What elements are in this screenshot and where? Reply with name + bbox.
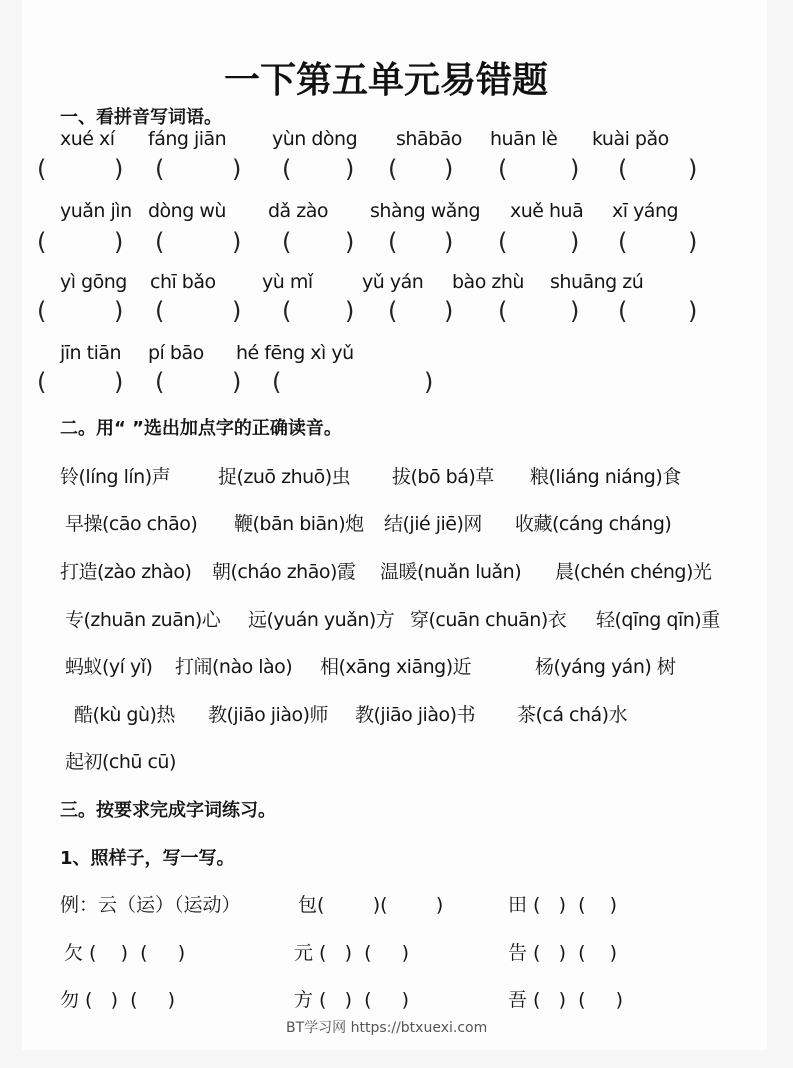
pinyin-prompt: kuài pǎo bbox=[592, 128, 669, 150]
word-exercise-item[interactable]: 例：云（运）（运动） bbox=[60, 894, 241, 916]
answer-blank[interactable] bbox=[167, 297, 230, 327]
pinyin-prompt: dòng wù bbox=[148, 200, 226, 222]
answer-blank[interactable] bbox=[510, 155, 568, 185]
answer-blank-close: ) bbox=[114, 155, 124, 183]
pinyin-prompt: shābāo bbox=[396, 128, 462, 150]
answer-blank-close: ) bbox=[232, 297, 242, 325]
word-exercise-item[interactable]: 欠 ( ) ( ) bbox=[64, 942, 186, 964]
answer-blank-close: ) bbox=[114, 228, 124, 256]
reading-choice-item[interactable]: 教(jiāo jiào)书 bbox=[355, 704, 476, 726]
reading-choice-item[interactable]: 酷(kù gù)热 bbox=[74, 704, 175, 726]
reading-choice-item[interactable]: 专(zhuān zuān)心 bbox=[65, 609, 221, 631]
reading-choice-item[interactable]: 茶(cá chá)水 bbox=[517, 704, 628, 726]
answer-blank-open: ( bbox=[618, 297, 628, 325]
reading-choice-item[interactable]: 鞭(bān biān)炮 bbox=[234, 513, 364, 535]
watermark: BT学习网 https://btxuexi.com bbox=[286, 1020, 488, 1036]
reading-choice-item[interactable]: 收藏(cáng cháng) bbox=[515, 513, 672, 535]
answer-blank-close: ) bbox=[232, 228, 242, 256]
answer-blank-open: ( bbox=[155, 228, 165, 256]
answer-blank-close: ) bbox=[570, 297, 580, 325]
pinyin-prompt: huān lè bbox=[490, 128, 558, 150]
answer-blank-open: ( bbox=[618, 228, 628, 256]
answer-blank-close: ) bbox=[688, 155, 698, 183]
word-exercise-item[interactable]: 方 ( ) ( ) bbox=[294, 989, 410, 1011]
answer-blank[interactable] bbox=[510, 297, 568, 327]
section1-heading: 一、看拼音写词语。 bbox=[60, 107, 222, 128]
reading-choice-item[interactable]: 粮(liáng niáng)食 bbox=[530, 466, 681, 488]
word-exercise-item[interactable]: 包( )( ) bbox=[298, 894, 444, 916]
answer-blank[interactable] bbox=[49, 297, 112, 327]
answer-blank[interactable] bbox=[400, 228, 442, 258]
answer-blank-open: ( bbox=[282, 297, 292, 325]
reading-choice-item[interactable]: 起初(chū cū) bbox=[65, 751, 176, 773]
answer-blank-close: ) bbox=[688, 297, 698, 325]
answer-blank-open: ( bbox=[155, 368, 165, 396]
answer-blank-open: ( bbox=[618, 155, 628, 183]
pinyin-prompt: bào zhù bbox=[452, 271, 524, 293]
answer-blank[interactable] bbox=[167, 368, 230, 398]
section3-subheading: 1、照样子，写一写。 bbox=[60, 848, 235, 869]
answer-blank-close: ) bbox=[424, 368, 434, 396]
answer-blank[interactable] bbox=[49, 228, 112, 258]
answer-blank-open: ( bbox=[155, 155, 165, 183]
answer-blank-open: ( bbox=[37, 228, 47, 256]
section2-heading: 二。用“ ”选出加点字的正确读音。 bbox=[60, 418, 342, 439]
answer-blank[interactable] bbox=[630, 155, 686, 185]
pinyin-prompt: xuě huā bbox=[510, 200, 584, 222]
pinyin-prompt: yuǎn jìn bbox=[60, 200, 132, 222]
answer-blank-close: ) bbox=[444, 228, 454, 256]
answer-blank-close: ) bbox=[114, 297, 124, 325]
word-exercise-item[interactable]: 勿 ( ) ( ) bbox=[60, 989, 176, 1011]
reading-choice-item[interactable]: 早操(cāo chāo) bbox=[65, 513, 198, 535]
pinyin-prompt: dǎ zào bbox=[268, 200, 328, 222]
pinyin-prompt: shuāng zú bbox=[550, 271, 644, 293]
answer-blank[interactable] bbox=[49, 155, 112, 185]
answer-blank-open: ( bbox=[37, 297, 47, 325]
answer-blank-open: ( bbox=[282, 228, 292, 256]
pinyin-prompt: xué xí bbox=[60, 128, 115, 150]
reading-choice-item[interactable]: 捉(zuō zhuō)虫 bbox=[218, 466, 351, 488]
answer-blank-close: ) bbox=[570, 228, 580, 256]
pinyin-prompt: yùn dòng bbox=[272, 128, 358, 150]
answer-blank-open: ( bbox=[282, 155, 292, 183]
reading-choice-item[interactable]: 朝(cháo zhāo)霞 bbox=[212, 561, 356, 583]
answer-blank-close: ) bbox=[345, 155, 355, 183]
reading-choice-item[interactable]: 结(jié jiē)网 bbox=[384, 513, 482, 535]
answer-blank-open: ( bbox=[388, 297, 398, 325]
reading-choice-item[interactable]: 穿(cuān chuān)衣 bbox=[410, 609, 567, 631]
answer-blank-open: ( bbox=[498, 155, 508, 183]
answer-blank-close: ) bbox=[232, 368, 242, 396]
pinyin-prompt: yì gōng bbox=[60, 271, 127, 293]
pinyin-prompt: yǔ yán bbox=[362, 271, 424, 293]
answer-blank-close: ) bbox=[232, 155, 242, 183]
answer-blank[interactable] bbox=[49, 368, 112, 398]
answer-blank-close: ) bbox=[570, 155, 580, 183]
reading-choice-item[interactable]: 打造(zào zhào) bbox=[60, 561, 192, 583]
answer-blank-close: ) bbox=[444, 297, 454, 325]
answer-blank[interactable] bbox=[284, 368, 422, 398]
answer-blank-open: ( bbox=[388, 155, 398, 183]
answer-blank[interactable] bbox=[167, 228, 230, 258]
reading-choice-item[interactable]: 相(xāng xiāng)近 bbox=[320, 656, 472, 678]
section3-heading: 三。按要求完成字词练习。 bbox=[60, 800, 276, 821]
answer-blank-close: ) bbox=[345, 228, 355, 256]
reading-choice-item[interactable]: 轻(qīng qīn)重 bbox=[596, 609, 720, 631]
answer-blank-open: ( bbox=[272, 368, 282, 396]
pinyin-prompt: xī yáng bbox=[612, 200, 679, 222]
pinyin-prompt: jīn tiān bbox=[60, 342, 122, 364]
reading-choice-item[interactable]: 蚂蚁(yí yǐ) bbox=[65, 656, 153, 678]
answer-blank[interactable] bbox=[510, 228, 568, 258]
reading-choice-item[interactable]: 晨(chén chéng)光 bbox=[555, 561, 712, 583]
word-exercise-item[interactable]: 告 ( ) ( ) bbox=[508, 942, 618, 964]
answer-blank[interactable] bbox=[630, 228, 686, 258]
answer-blank-open: ( bbox=[498, 297, 508, 325]
answer-blank-open: ( bbox=[155, 297, 165, 325]
answer-blank-open: ( bbox=[388, 228, 398, 256]
answer-blank-close: ) bbox=[345, 297, 355, 325]
reading-choice-item[interactable]: 教(jiāo jiào)师 bbox=[208, 704, 329, 726]
answer-blank[interactable] bbox=[294, 297, 343, 327]
answer-blank-open: ( bbox=[37, 155, 47, 183]
answer-blank-close: ) bbox=[444, 155, 454, 183]
pinyin-prompt: shàng wǎng bbox=[370, 200, 481, 222]
reading-choice-item[interactable]: 打闹(nào lào) bbox=[175, 656, 293, 678]
word-exercise-item[interactable]: 田 ( ) ( ) bbox=[508, 894, 618, 916]
answer-blank[interactable] bbox=[294, 228, 343, 258]
word-exercise-item[interactable]: 吾 ( ) ( ) bbox=[508, 989, 624, 1011]
reading-choice-item[interactable]: 杨(yáng yán) 树 bbox=[535, 656, 676, 678]
answer-blank[interactable] bbox=[400, 155, 442, 185]
reading-choice-item[interactable]: 温暖(nuǎn luǎn) bbox=[380, 561, 522, 583]
pinyin-prompt: fáng jiān bbox=[148, 128, 227, 150]
pinyin-prompt: pí bāo bbox=[148, 342, 204, 364]
answer-blank[interactable] bbox=[167, 155, 230, 185]
answer-blank-open: ( bbox=[498, 228, 508, 256]
page-title: 一下第五单元易错题 bbox=[224, 59, 549, 101]
answer-blank-close: ) bbox=[114, 368, 124, 396]
reading-choice-item[interactable]: 铃(líng lín)声 bbox=[60, 466, 171, 488]
answer-blank-close: ) bbox=[688, 228, 698, 256]
answer-blank[interactable] bbox=[630, 297, 686, 327]
answer-blank-open: ( bbox=[37, 368, 47, 396]
answer-blank[interactable] bbox=[294, 155, 343, 185]
pinyin-prompt: hé fēng xì yǔ bbox=[236, 342, 354, 364]
answer-blank[interactable] bbox=[400, 297, 442, 327]
reading-choice-item[interactable]: 远(yuán yuǎn)方 bbox=[248, 609, 395, 631]
reading-choice-item[interactable]: 拔(bō bá)草 bbox=[392, 466, 494, 488]
pinyin-prompt: yù mǐ bbox=[262, 271, 313, 293]
word-exercise-item[interactable]: 元 ( ) ( ) bbox=[294, 942, 410, 964]
pinyin-prompt: chī bǎo bbox=[150, 271, 216, 293]
